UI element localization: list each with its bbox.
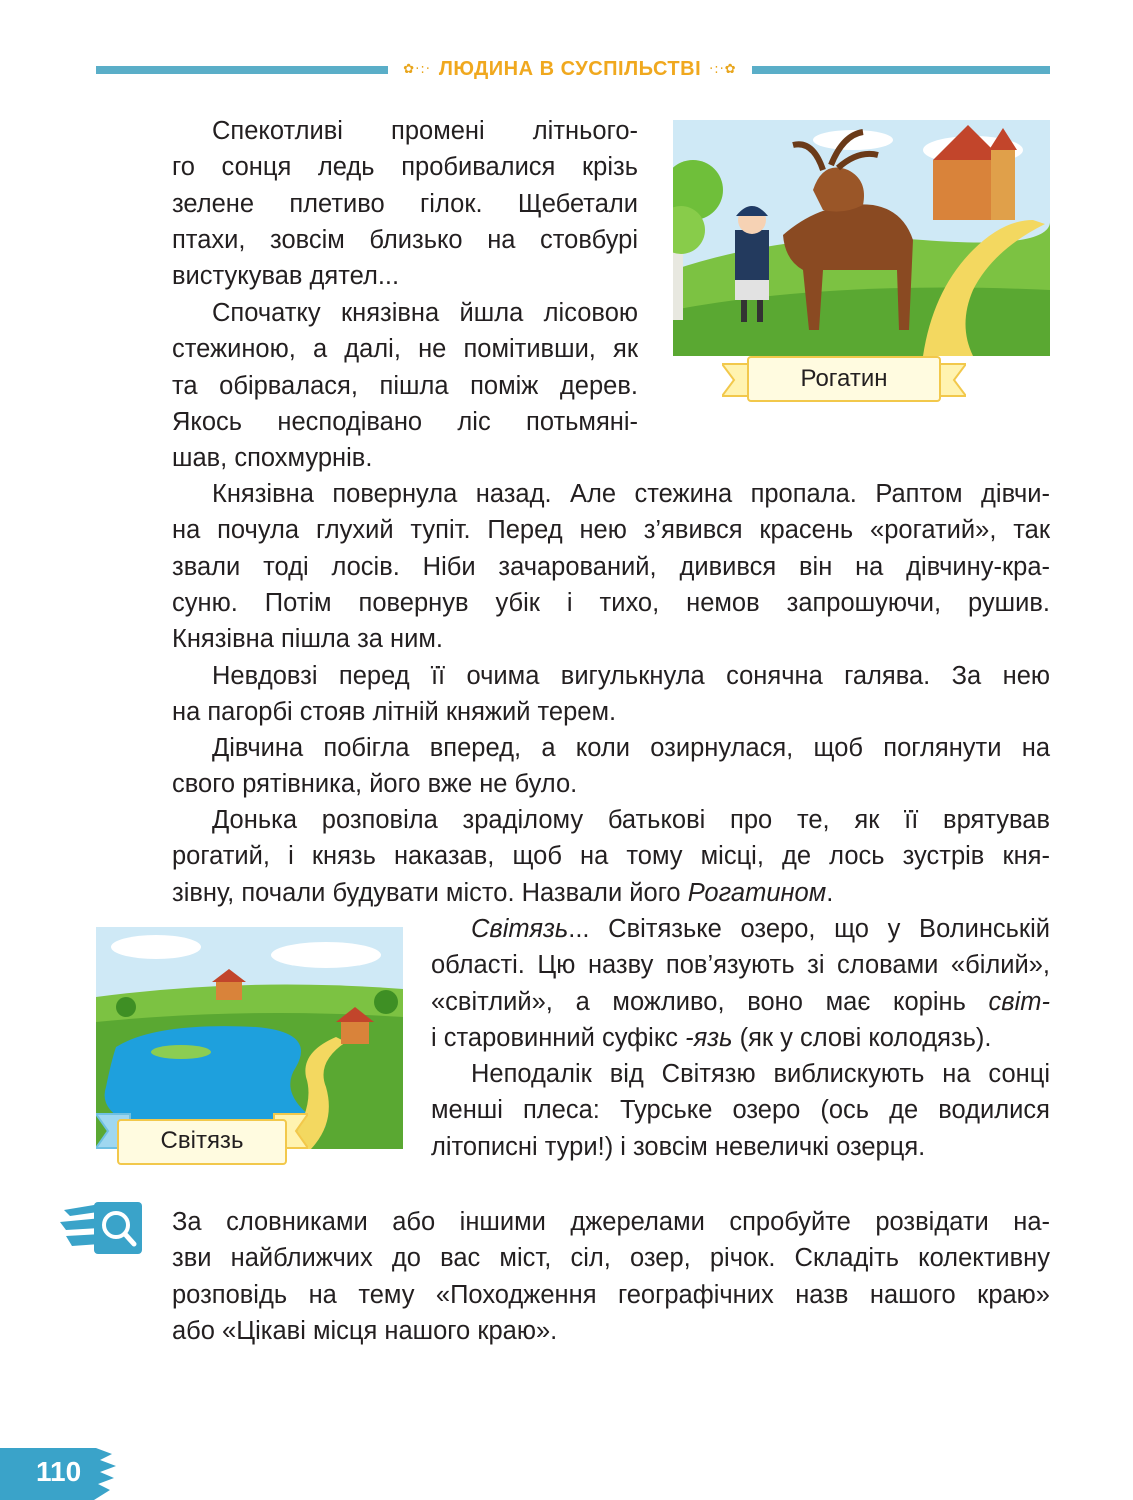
text-line: го сонця ледь пробивалися крізь <box>172 153 638 182</box>
text-line: звали тоді лосів. Ніби зачарований, дивився він на дівчину-кра- <box>172 552 1050 581</box>
text-line: Донька розповіла зрадiлому батькові про те, як її врятував <box>212 806 1050 834</box>
ornament-right-icon: ·:·✿ <box>709 61 737 77</box>
running-header <box>388 52 752 86</box>
search-task-icon <box>60 1202 144 1254</box>
text-line: свого рятівника, його вже не було. <box>172 770 578 799</box>
text-run: зівну, почали будувати місто. Назвали його <box>172 878 688 907</box>
italic-term: Світязь <box>471 915 569 943</box>
text-run: і старовинний суфікс <box>431 1023 686 1052</box>
text-line <box>431 984 1050 1020</box>
ornament-left-icon: ✿·:· <box>403 61 431 77</box>
page-number: 110 <box>36 1456 82 1487</box>
text-run: ... Світязьке озеро, що у Волинській <box>568 915 1050 943</box>
text-line: стежиною, а далі, не помітивши, як <box>172 335 638 364</box>
rohatyn-illustration <box>673 120 1050 356</box>
paragraph-7 <box>431 911 1050 1056</box>
text-line: рогатий, і князь наказав, щоб на тому місці, де лось зустрів кня- <box>172 842 1050 871</box>
moose-girl-picture <box>673 120 1050 356</box>
text-line: літописні тури!) і зовсім невеличкі озерця. <box>431 1132 926 1161</box>
text-line: на почула глухий тупіт. Перед нею з’явився красень «рогатий», так <box>172 516 1050 545</box>
header-rule-left <box>96 66 388 74</box>
text-line: Спочатку князівна йшла лісовою <box>212 299 638 327</box>
paragraph-1 <box>172 113 638 294</box>
paragraph-5 <box>172 730 1050 803</box>
text-line: області. Цю назву пов’язують зі словами «білий», <box>431 951 1050 980</box>
text-line: та обірвалася, пішла поміж дерев. <box>172 371 638 400</box>
text-line: розповідь на тему «Походження географічних назв нашого краю» <box>172 1280 1050 1309</box>
text-line: Якось несподівано ліс потьмяні- <box>172 407 638 436</box>
text-line: вистукував дятел... <box>172 262 400 291</box>
page-number-tab <box>0 1448 120 1500</box>
italic-term: Рогатином <box>687 878 827 907</box>
text-run: . <box>826 878 834 907</box>
paragraph-2 <box>172 295 638 476</box>
text-line: менші плеса: Турське озеро (ось де водилися <box>431 1096 1050 1125</box>
text-line: Дівчина побігла вперед, а коли озирнулася, щоб поглянути на <box>212 734 1050 762</box>
text-line: Спекотливі промені літнього- <box>212 117 638 145</box>
text-line <box>431 1020 1050 1056</box>
text-line: птахи, зовсім близько на стовбурі <box>172 225 638 254</box>
text-line: За словниками або іншими джерелами спробуйте розвідати на- <box>172 1208 1050 1236</box>
text-run: (як у слові колодязь). <box>732 1023 992 1052</box>
paragraph-8 <box>431 1056 1050 1165</box>
text-line: Князівна пішла за ним. <box>172 625 443 654</box>
italic-term: -язь <box>685 1023 733 1052</box>
text-line: Князівна повернула назад. Але стежина пропала. Раптом дівчи- <box>212 480 1050 508</box>
text-line: суню. Потім повернув убік і тихо, немов запрошуючи, рушив. <box>172 588 1050 617</box>
text-line: на пагорбі стояв літній княжий терем. <box>172 698 617 727</box>
italic-term: світ- <box>988 987 1050 1016</box>
text-line: шав, спохмурнів. <box>172 444 373 473</box>
text-line: зви найближчих до вас міст, сіл, озер, річок. Складіть колективну <box>172 1244 1050 1273</box>
paragraph-3 <box>172 476 1050 657</box>
text-line: Невдовзі перед її очима вигулькнула сонячна галява. За нею <box>212 662 1050 690</box>
text-run: «світлий», а можливо, воно має корінь <box>431 987 989 1016</box>
caption-rohatyn: Рогатин <box>800 365 888 392</box>
text-line <box>172 875 1050 911</box>
text-line: зелене плетиво гілок. Щебетали <box>172 189 638 218</box>
magnifier-icon <box>60 1202 144 1254</box>
paragraph-4 <box>172 658 1050 731</box>
text-line: або «Цікаві місця нашого краю». <box>172 1316 558 1345</box>
text-line: Неподалік від Світязю виблискують на сонці <box>471 1060 1050 1088</box>
caption-svitiaz: Світязь <box>160 1127 244 1154</box>
header-rule-right <box>752 66 1050 74</box>
section-title: ЛЮДИНА В СУСПІЛЬСТВІ <box>438 57 702 80</box>
paragraph-6 <box>172 802 1050 911</box>
text-line <box>431 911 1050 947</box>
task-text <box>172 1204 1050 1349</box>
